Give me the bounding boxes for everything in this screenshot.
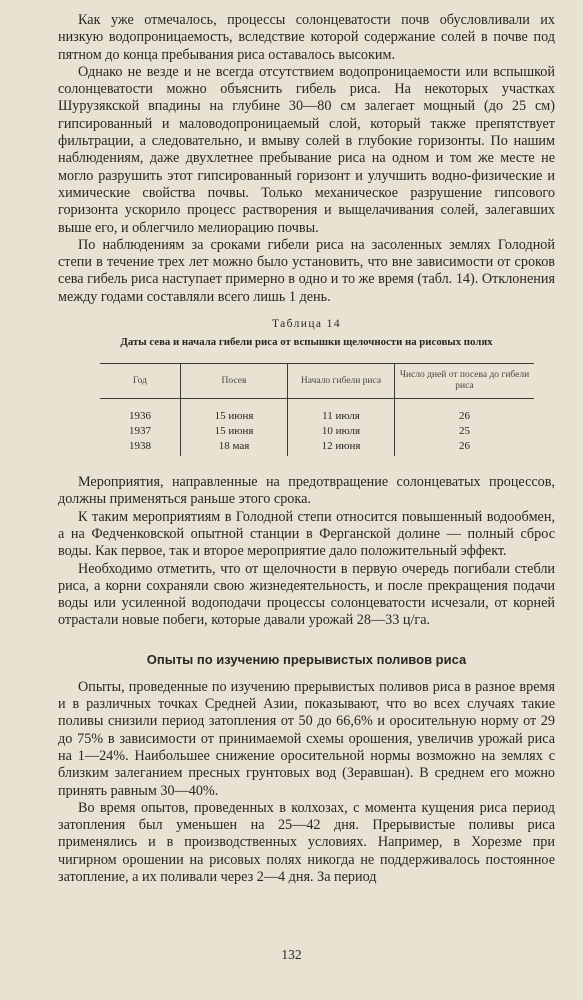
paragraph-8: Во время опытов, проведенных в колхозах, с момента кущения риса период затопления был уменьшен на 25—42 дня. Прерывистые поливы риса применялись и в производственных условиях. Например, в Хорезме при чигирном орошении на рисовых полях никогда не поддерживалось постоянное затопление, а их поливали через 2—4 дня. За период bbox=[58, 799, 555, 885]
paragraph-2: Однако не везде и не всегда отсутствием водопроницаемости или вспышкой солонцеватости можно объяснить гибель риса. На некоторых участках Шурузякской впадины на глубине 30—80 см залегает мощный (до 25 см) гипсированный и маловодопроницаемый слой, который также препятствует фильтрации, а следовательно, и вмыву солей в глубокие горизонты. По нашим наблюдениям, даже двухлетнее пребывание риса на одном и том же месте не могло разрушить этот гипсированный горизонт и улучшить водно-физические и химические свойства почвы. Только механическое разрушение гипсового горизонта ускорило процесс растворения и выщелачивания солей, залегавших выше его, и облегчило мелиорацию почвы. bbox=[58, 63, 555, 236]
cell-sowing: 15 июня bbox=[181, 399, 288, 425]
table-caption: Таблица 14 bbox=[272, 318, 341, 331]
header-days-count: Число дней от посева до гибели риса bbox=[395, 364, 535, 399]
header-sowing: Посев bbox=[181, 364, 288, 399]
table-title: Даты сева и начала гибели риса от вспышки щелочности на рисовых полях bbox=[120, 336, 493, 349]
cell-sowing: 15 июня bbox=[181, 424, 288, 439]
paragraph-5: К таким мероприятиям в Голодной степи относится повышенный водообмен, а на Федченковской опытной станции в Ферганской долине — полный сброс воды. Как первое, так и второе мероприятие дало положительный эффект. bbox=[58, 508, 555, 560]
cell-days: 26 bbox=[459, 410, 470, 423]
page-number: 132 bbox=[281, 947, 302, 962]
table-row bbox=[100, 424, 534, 439]
cell-death-start: 10 июля bbox=[288, 424, 395, 439]
header-year: Год bbox=[100, 364, 181, 399]
cell-year: 1936 bbox=[100, 399, 181, 425]
paragraph-4: Мероприятия, направленные на предотвращение солонцеватых процессов, должны применяться раньше этого срока. bbox=[58, 474, 555, 508]
data-table bbox=[100, 363, 534, 456]
section-heading: Опыты по изучению прерывистых поливов риса bbox=[146, 651, 467, 667]
cell-sowing: 18 мая bbox=[181, 439, 288, 456]
table-row bbox=[100, 439, 534, 456]
cell-days: 25 bbox=[459, 425, 470, 438]
cell-death-start: 11 июля bbox=[288, 399, 395, 425]
header-death-start: Начало гибели риса bbox=[288, 364, 395, 399]
paragraph-3: По наблюдениям за сроками гибели риса на засоленных землях Голодной степи в течение трех лет можно было установить, что вне зависимости от сроков сева гибель риса наступает примерно в одно и то же время (табл. 14). Отклонения между годами составляли всего лишь 1 день. bbox=[58, 236, 555, 305]
paragraph-6: Необходимо отметить, что от щелочности в первую очередь погибали стебли риса, а корни сохраняли свою жизнедеятельность, и после прекращения подачи воды или усиленной водоподачи процессы солонцеватости исчезали, от корней отрастали новые побеги, которые давали урожай 28—33 ц/га. bbox=[58, 560, 555, 629]
cell-year: 1937 bbox=[100, 424, 181, 439]
table-row bbox=[100, 399, 534, 425]
cell-year: 1938 bbox=[100, 439, 181, 456]
paragraph-1: Как уже отмечалось, процессы солонцеватости почв обусловливали их низкую водопроницаемость, вследствие которой содержание солей в почве под пятном до конца пребывания риса оставалось высоким. bbox=[58, 12, 555, 63]
paragraph-7: Опыты, проведенные по изучению прерывистых поливов риса в разное время и в различных точках Средней Азии, показывают, что во всех случаях такие поливы снизили период затопления от 50 до 66,6% и оросительную норму от 29 до 75% в зависимости от принимаемой схемы орошения, увеличив урожай риса на 1—24%. Наибольшее снижение оросительной нормы возможно на землях с близким залеганием пресных грунтовых вод (Зеравшан). В среднем его можно принять равным 30—40%. bbox=[58, 678, 555, 799]
cell-death-start: 12 июня bbox=[288, 439, 395, 456]
cell-days: 26 bbox=[459, 440, 470, 453]
